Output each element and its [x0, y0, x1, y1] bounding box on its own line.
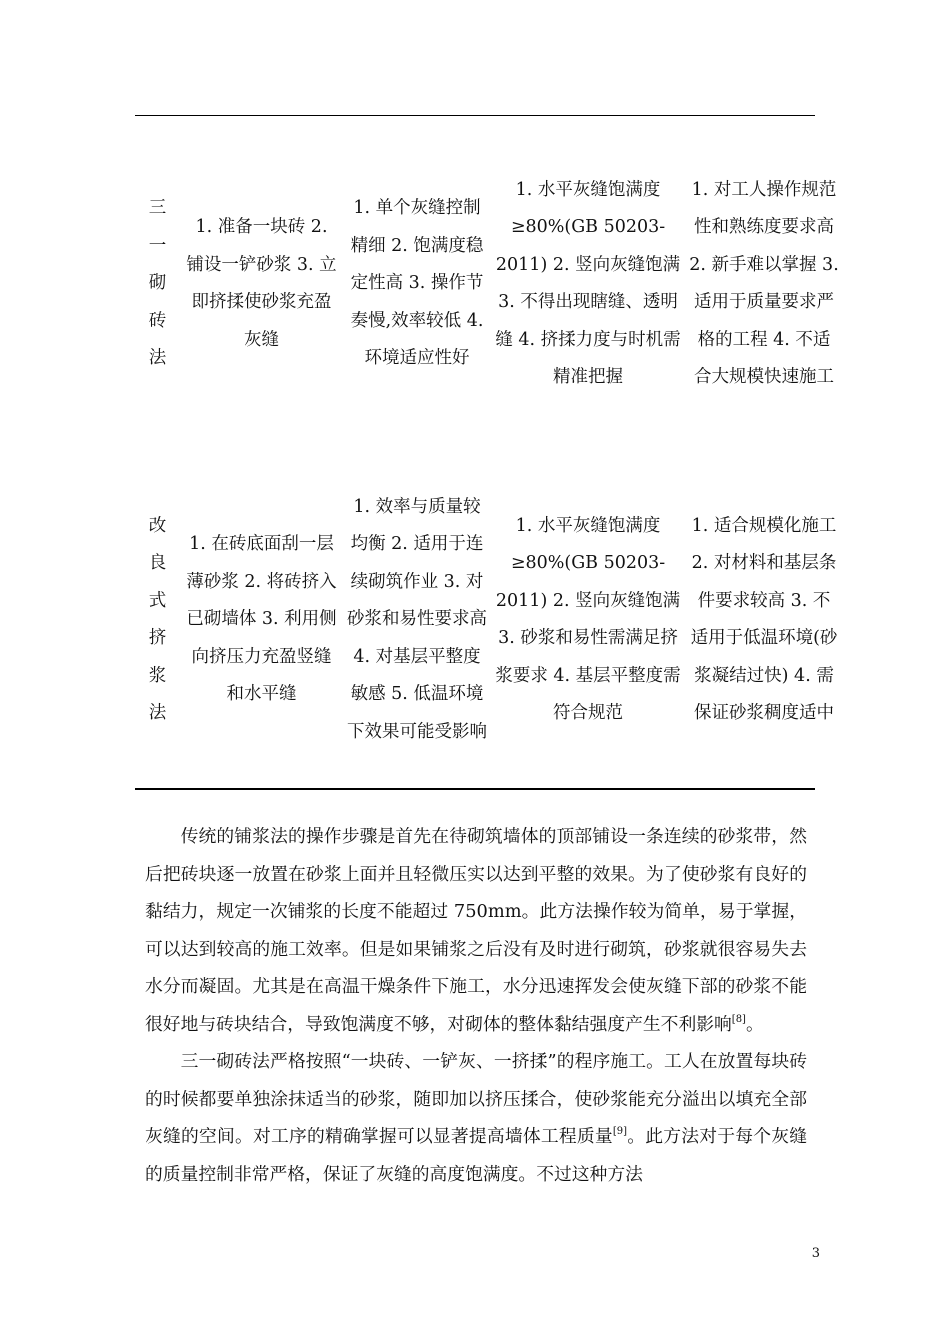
quality-cell: 1. 水平灰缝饱满度≥80%(GB 50203-2011) 2. 竖向灰缝饱满 3. 砂浆和易性需满足挤浆要求 4. 基层平整度需符合规范 [495, 515, 681, 723]
method-name-cell: 改良式挤浆法 [148, 515, 167, 723]
masonry-methods-table [135, 116, 843, 788]
citation: [8] [731, 1013, 746, 1025]
table-row [135, 452, 843, 788]
features-cell: 1. 单个灰缝控制精细 2. 饱满度稳定性高 3. 操作节奏慢,效率较低 4. 环境适应性好 [350, 198, 484, 369]
paragraph: 三一砌砖法严格按照“一块砖、一铲灰、一挤揉”的程序施工。工人在放置每块砖的时候都要单独涂抹适当的砂浆，随即加以挤压揉合，使砂浆能充分溢出以填充全部灰缝的空间。对工序的精确掌握可以显著提高墙体工程质量[9]。此方法对于每个灰缝的质量控制非常严格，保证了灰缝的高度饱满度。不过这种方法 [145, 1051, 807, 1185]
features-cell: 1. 效率与质量较均衡 2. 适用于连续砌筑作业 3. 对砂浆和易性要求高 4. 对基层平整度敏感 5. 低温环境下效果可能受影响 [347, 496, 487, 742]
method-name-cell: 三一砌砖法 [148, 198, 167, 369]
steps-cell: 1. 准备一块砖 2. 铺设一铲砂浆 3. 立即挤揉使砂浆充盈灰缝 [186, 217, 337, 350]
table-row [135, 116, 843, 452]
body-text [145, 818, 807, 1193]
table-bottom-rule [135, 788, 815, 790]
quality-cell: 1. 水平灰缝饱满度≥80%(GB 50203-2011) 2. 竖向灰缝饱满 3. 不得出现瞎缝、透明缝 4. 挤揉力度与时机需精准把握 [495, 179, 681, 387]
steps-cell: 1. 在砖底面刮一层薄砂浆 2. 将砖挤入已砌墙体 3. 利用侧向挤压力充盈竖缝和水平缝 [186, 534, 337, 705]
limits-cell: 1. 对工人操作规范性和熟练度要求高 2. 新手难以掌握 3. 适用于质量要求严格的工程 4. 不适合大规模快速施工 [689, 179, 839, 387]
citation: [9] [612, 1126, 628, 1137]
page-number: 3 [811, 1246, 820, 1261]
limits-cell: 1. 适合规模化施工 2. 对材料和基层条件要求较高 3. 不适用于低温环境(砂浆凝结过快) 4. 需保证砂浆稠度适中 [690, 515, 838, 723]
paragraph: 传统的铺浆法的操作步骤是首先在待砌筑墙体的顶部铺设一条连续的砂浆带，然后把砖块逐一放置在砂浆上面并且轻微压实以达到平整的效果。为了使砂浆有良好的黏结力，规定一次铺浆的长度不能超过 750mm。此方法操作较为简单，易于掌握，可以达到较高的施工效率。但是如果铺浆之后没有及时进行砌筑，砂浆就很容易失去水分而凝固。尤其是在高温干燥条件下施工，水分迅速挥发会使灰缝下部的砂浆不能很好地与砖块结合，导致饱满度不够，对砌体的整体黏结强度产生不利影响[8]。 [145, 826, 807, 1035]
